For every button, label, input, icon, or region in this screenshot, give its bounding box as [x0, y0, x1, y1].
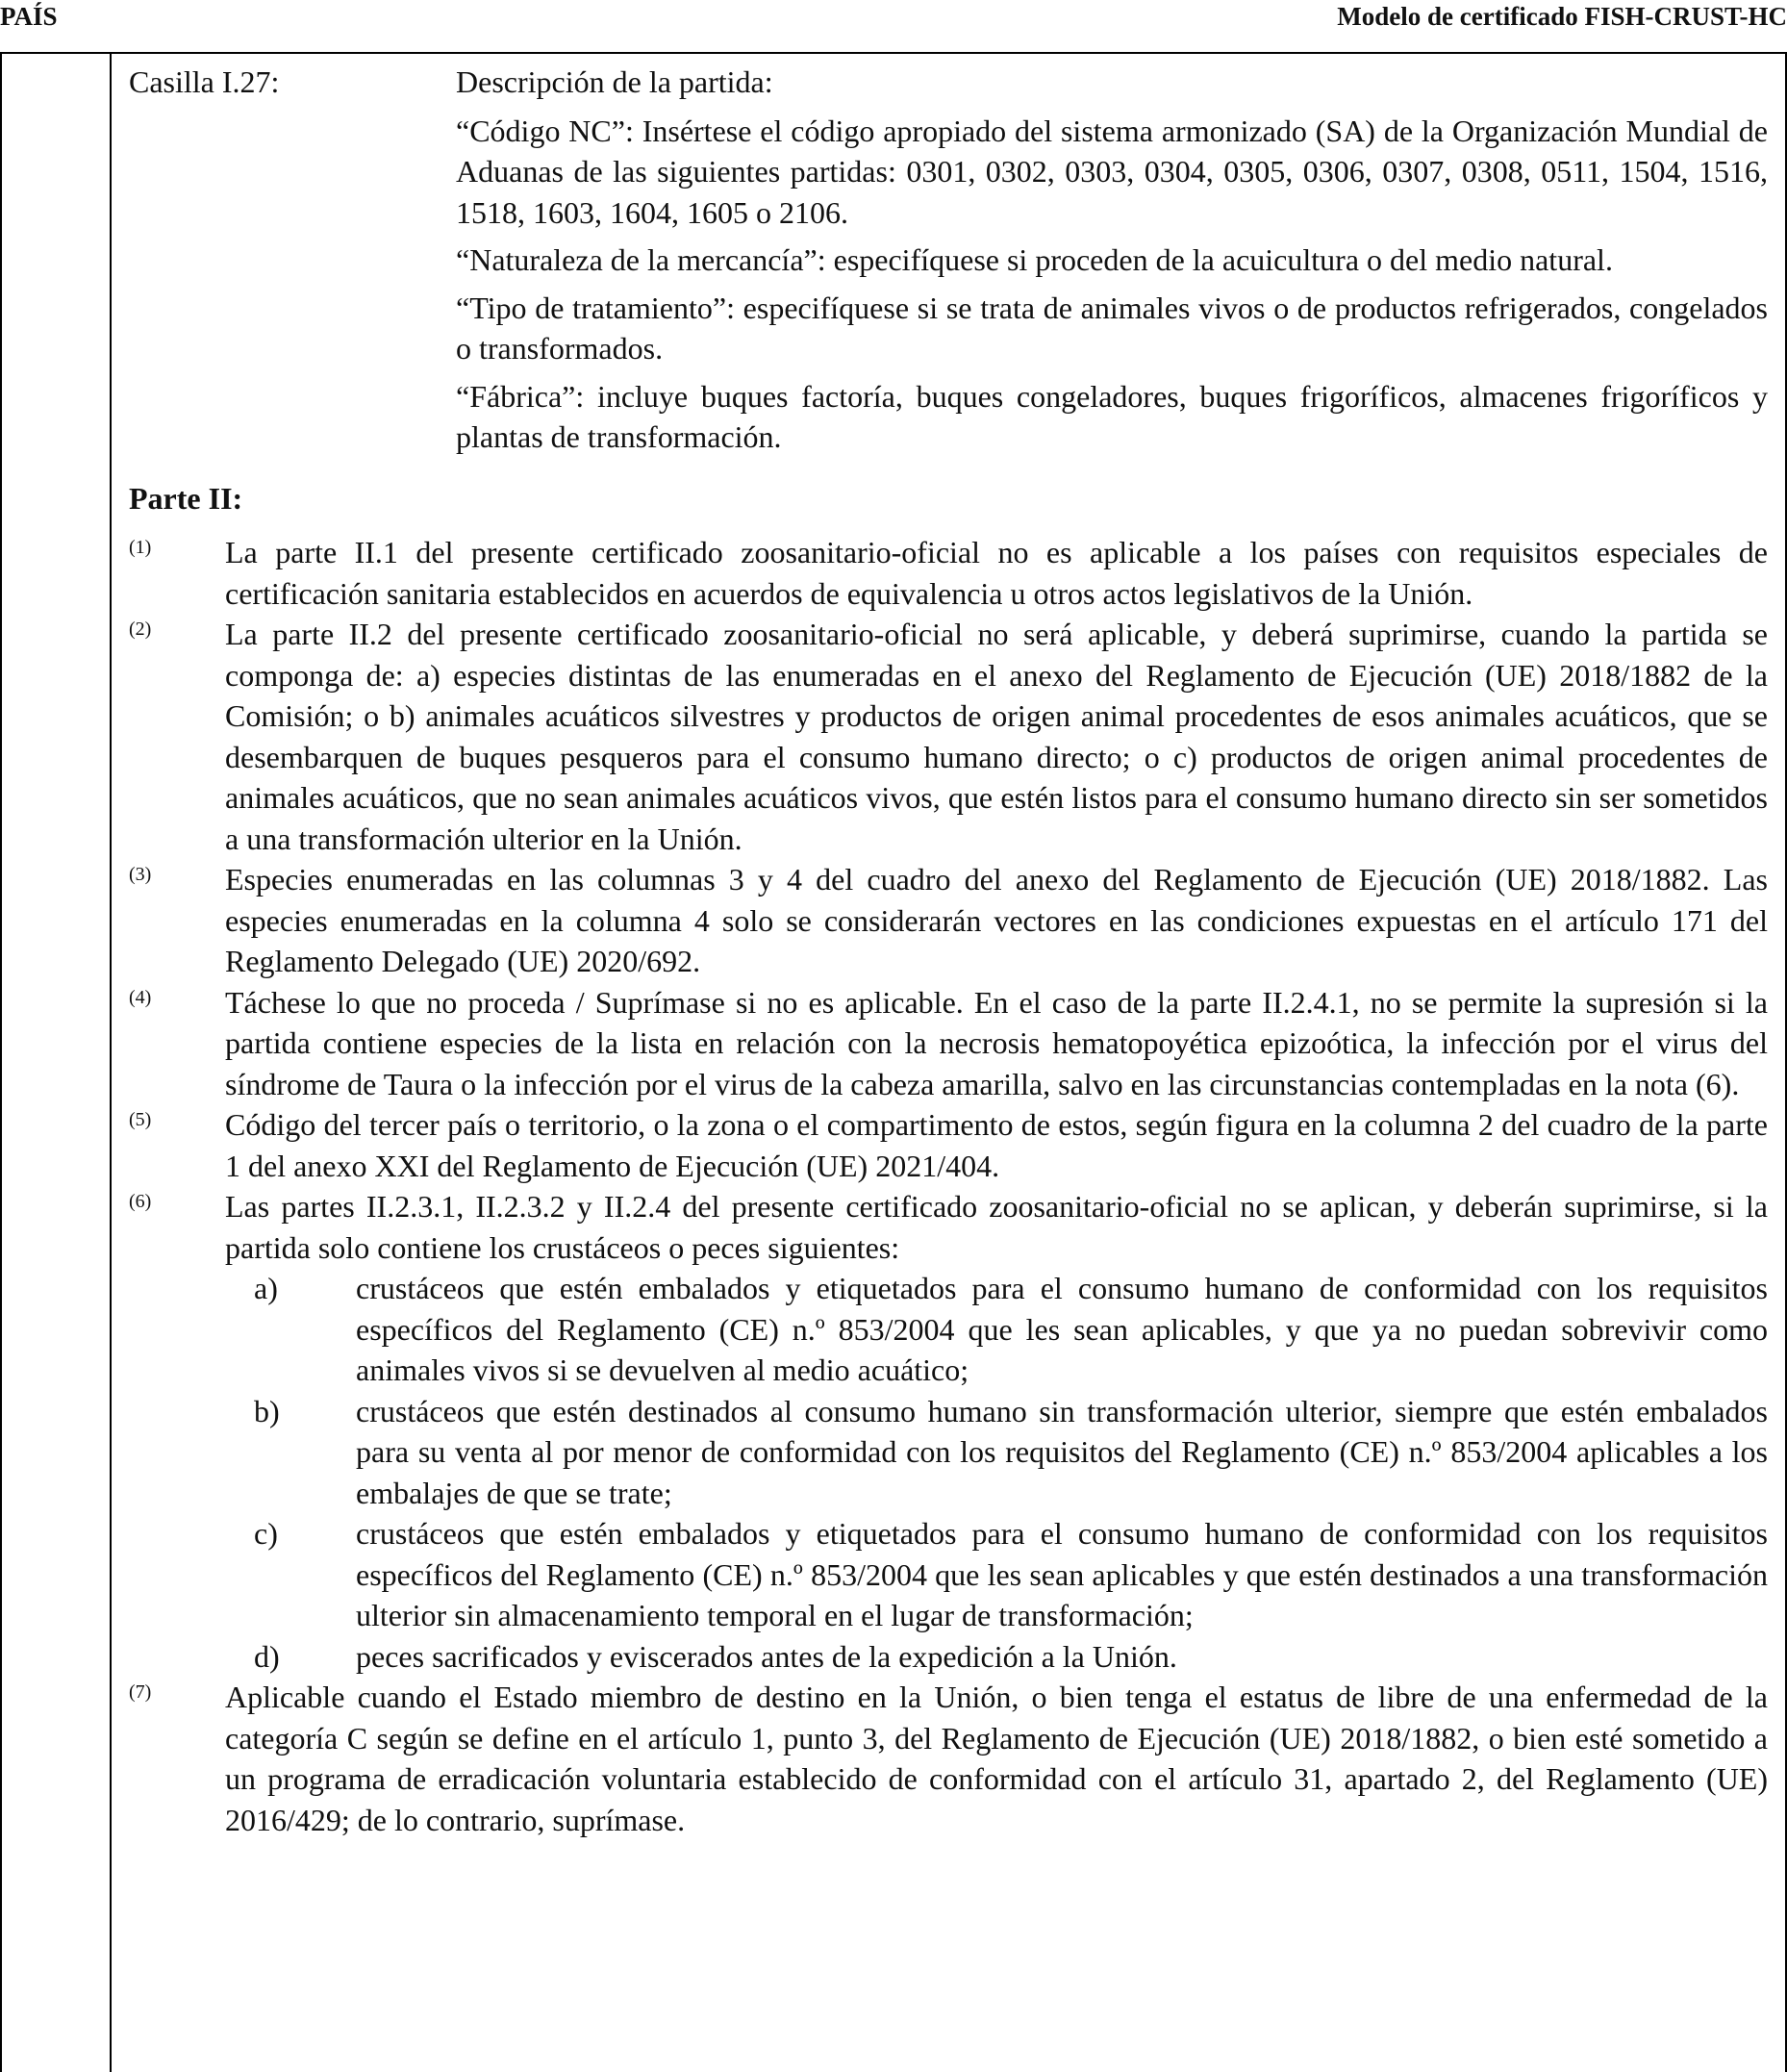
sublist-marker: d) [254, 1638, 280, 1674]
footnote-marker: (2) [129, 619, 152, 640]
footnote-text: Código del tercer país o territorio, o la zona o el compartimento de estos, según figura en la columna 2 del cuadro de la parte 1 del anexo XXI del Reglamento de Ejecución (UE) 2021/404. [225, 1107, 1768, 1183]
footnote-marker: (1) [129, 537, 152, 558]
document-body [129, 62, 1768, 1840]
footnote-text: Aplicable cuando el Estado miembro de destino en la Unión, o bien tenga el estatus de libre de una enfermedad de la categoría C según se define en el artículo 1, punto 3, del Reglamento de Ejecución (UE) 2018/1882, o bien esté sometido a un programa de erradicación voluntaria establecido de conformidad con el artículo 31, apartado 2, del Reglamento (UE) 2016/429; de lo contrario, suprímase. [225, 1680, 1768, 1837]
footnote-marker: (3) [129, 864, 152, 885]
frame-border-left [0, 52, 2, 2072]
footnote-marker: (5) [129, 1109, 152, 1130]
sublist-text: crustáceos que estén embalados y etiquetados para el consumo humano de conformidad con los requisitos específicos del Reglamento (CE) n.º 853/2004 que les sean aplicables y que estén destinados a una transformación ulterior sin almacenamiento temporal en el lugar de transformación; [356, 1516, 1768, 1632]
parte-heading: Parte II: [129, 480, 243, 516]
header-country: PAÍS [0, 2, 58, 31]
footnote-text: Las partes II.2.3.1, II.2.3.2 y II.2.4 del presente certificado zoosanitario-oficial no se aplican, y deberán suprimirse, si la partida solo contiene los crustáceos o peces siguientes: [225, 1189, 1768, 1265]
sublist-text: crustáceos que estén embalados y etiquetados para el consumo humano de conformidad con los requisitos específicos del Reglamento (CE) n.º 853/2004 que les sean aplicables, y que ya no puedan sobrevivir como animales vivos si se devuelven al medio acuático; [356, 1271, 1768, 1387]
sublist-item [225, 1391, 1768, 1514]
casilla-paragraph: “Código NC”: Insértese el código apropiado del sistema armonizado (SA) de la Organización Mundial de Aduanas de las siguientes partidas: 0301, 0302, 0303, 0304, 0305, 0306, 0307, 0308, 0511, 1504, 1516, 1518, 1603, 1604, 1605 o 2106. [456, 113, 1768, 230]
sublist-marker: c) [254, 1516, 278, 1551]
sublist-text: peces sacrificados y eviscerados antes de la expedición a la Unión. [356, 1638, 1177, 1674]
sublist-marker: b) [254, 1393, 280, 1428]
footnote-item [129, 859, 1768, 982]
footnote-item [129, 1104, 1768, 1186]
footnote-item [129, 982, 1768, 1105]
footnote-text: La parte II.2 del presente certificado zoosanitario-oficial no será aplicable, y deberá suprimirse, cuando la partida se componga de: a) especies distintas de las enumeradas en el anexo del Reglamento de Ejecución (UE) 2018/1882 de la Comisión; o b) animales acuáticos silvestres y productos de origen animal procedentes de esos animales acuáticos, que se desembarquen de buques pesqueros para el consumo humano directo; o c) productos de origen animal procedentes de animales acuáticos, que no sean animales acuáticos vivos, que estén listos para el consumo humano directo sin ser sometidos a una transformación ulterior en la Unión. [225, 617, 1768, 856]
casilla-body [456, 62, 1768, 465]
footnote-item [129, 1186, 1768, 1677]
sublist-marker: a) [254, 1271, 278, 1305]
footnote-item [129, 1677, 1768, 1840]
footnote-item [129, 614, 1768, 859]
sublist-text: crustáceos que estén destinados al consumo humano sin transformación ulterior, siempre que estén embalados para su venta al por menor de conformidad con los requisitos del Reglamento (CE) n.º 853/2004 aplicables a los embalajes de que se trate; [356, 1393, 1768, 1510]
footnote-text-container [225, 1186, 1768, 1677]
casilla-label: Casilla I.27: [129, 64, 280, 99]
sublist-item [225, 1513, 1768, 1636]
casilla-title: Descripción de la partida: [456, 64, 773, 99]
sublist-item [225, 1636, 1768, 1678]
casilla-paragraph: “Naturaleza de la mercancía”: especifíquese si proceden de la acuicultura o del medio natural. [456, 242, 1613, 277]
casilla-paragraph: “Fábrica”: incluye buques factoría, buques congeladores, buques frigoríficos, almacenes frigoríficos y plantas de transformación. [456, 378, 1768, 454]
footnote-marker: (7) [129, 1681, 152, 1703]
footnote-marker: (4) [129, 986, 152, 1008]
casilla-section [129, 62, 1768, 465]
footnote-text: La parte II.1 del presente certificado zoosanitario-oficial no es aplicable a los países con requisitos especiales de certificación sanitaria establecidos en acuerdos de equivalencia u otros actos legislativos de la Unión. [225, 535, 1768, 611]
casilla-paragraph: “Tipo de tratamiento”: especifíquese si se trata de animales vivos o de productos refrigerados, congelados o transformados. [456, 290, 1768, 366]
footnote-text: Táchese lo que no proceda / Suprímase si no es aplicable. En el caso de la parte II.2.4.1, no se permite la supresión si la partida contiene especies de la lista en relación con la necrosis hematopoyética epizoótica, la infección por el virus del síndrome de Taura o la infección por el virus de la cabeza amarilla, salvo en las circunstancias contempladas en la nota (6). [225, 984, 1768, 1101]
frame-column-divider [110, 52, 112, 2072]
sublist-item [225, 1268, 1768, 1391]
footnote-item [129, 532, 1768, 614]
header-model-title: Modelo de certificado FISH-CRUST-HC [1337, 2, 1787, 31]
footnote-text: Especies enumeradas en las columnas 3 y 4 del cuadro del anexo del Reglamento de Ejecución (UE) 2018/1882. Las especies enumeradas en la columna 4 solo se considerarán vectores en las condiciones expuestas en el artículo 171 del Reglamento Delegado (UE) 2020/692. [225, 862, 1768, 978]
footnote-marker: (6) [129, 1191, 152, 1212]
